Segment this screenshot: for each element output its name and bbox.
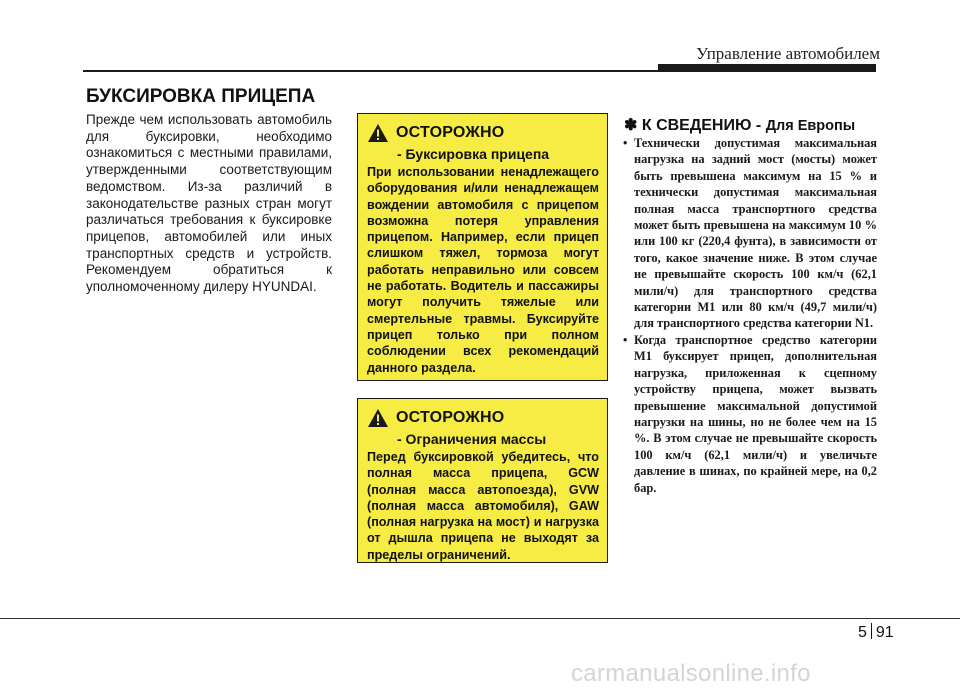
warning-box-trailer-towing: [357, 113, 608, 381]
warning-header: [367, 407, 599, 429]
page-number: [858, 623, 894, 642]
warning-text: Перед буксировкой убедитесь, что полная масса прицепа, GCW (полная масса автопоезда), GVW (полная масса автомобиля), GAW (полная нагрузка на мост) и нагрузка от дышла прицепа не выходят за пределы ограничений.: [367, 450, 599, 562]
header-rule-accent: [658, 64, 876, 72]
europe-note-title-sub: Для Европы: [765, 118, 856, 134]
warning-box-weight-limits: [357, 398, 608, 563]
page-number-value: 91: [875, 624, 894, 641]
europe-note-list: [621, 135, 877, 496]
header-rule: [83, 70, 658, 72]
europe-note-title-main: ✽ К СВЕДЕНИЮ -: [624, 117, 766, 134]
warning-subtitle: - Ограничения массы: [397, 431, 547, 447]
crop-line: [0, 618, 960, 619]
section-title: БУКСИРОВКА ПРИЦЕПА: [86, 86, 316, 107]
watermark: carmanualsonline.info: [571, 660, 811, 687]
warning-triangle-icon: [367, 123, 389, 143]
europe-note-title: [624, 115, 855, 135]
list-item: • Когда транспортное средство категории M1 буксирует прицеп, дополнительная нагрузка, приложенная к сцепному устройству прицепа, может вызвать превышение максимальной допустимой нагрузки на шины, но не более чем на 15 %. В этом случае не превышайте скорость 100 км/ч (62,1 мили/ч) и увеличьте давление в шинах, по крайней мере, на 0,2 бар.: [621, 332, 877, 496]
chapter-number: 5: [858, 624, 867, 641]
warning-text: При использовании ненадлежащего оборудования и/или ненадлежащем вождении автомобиля с прицепом возможна потеря управления прицепом. Например, если прицеп слишком тяжел, тормоза могут работать неправильно или совсем не работать. Водитель и пассажиры могут получить тяжелые или смертельные травмы. Буксируйте прицеп только при полном соблюдении всех рекомендаций данного раздела.: [367, 165, 599, 375]
warning-triangle-icon: [367, 408, 389, 428]
running-header: Управление автомобилем: [696, 44, 880, 63]
warning-title: ОСТОРОЖНО: [396, 124, 505, 141]
section-body: Прежде чем использовать автомобиль для буксировки, необходимо ознакомиться с местными правилами, утвержденными соответствующим ведомством. Из-за различий в законодательстве разных стран могут различаться требования к буксировке прицепов, автомобилей или иных транспортных средств и устройств. Рекомендуем обратиться к уполномоченному дилеру HYUNDAI.: [86, 112, 332, 295]
page-number-separator: [871, 623, 872, 639]
warning-title: ОСТОРОЖНО: [396, 409, 505, 426]
list-item: • Технически допустимая максимальная нагрузка на задний мост (мосты) может быть превышена максимум на 15 % и технически допустимая максимальная полная масса транспортного средства может быть превышена на максимум 10 % или 100 кг (220,4 фунта), в зависимости от того, какое значение ниже. В этом случае не превышайте скорость 100 км/ч (62,1 мили/ч) для транспортного средства категории M1 или 80 км/ч (49,7 мили/ч) для транспортного средства категории N1.: [621, 135, 877, 332]
warning-subtitle: - Буксировка прицепа: [397, 146, 550, 162]
warning-header: [367, 122, 599, 144]
